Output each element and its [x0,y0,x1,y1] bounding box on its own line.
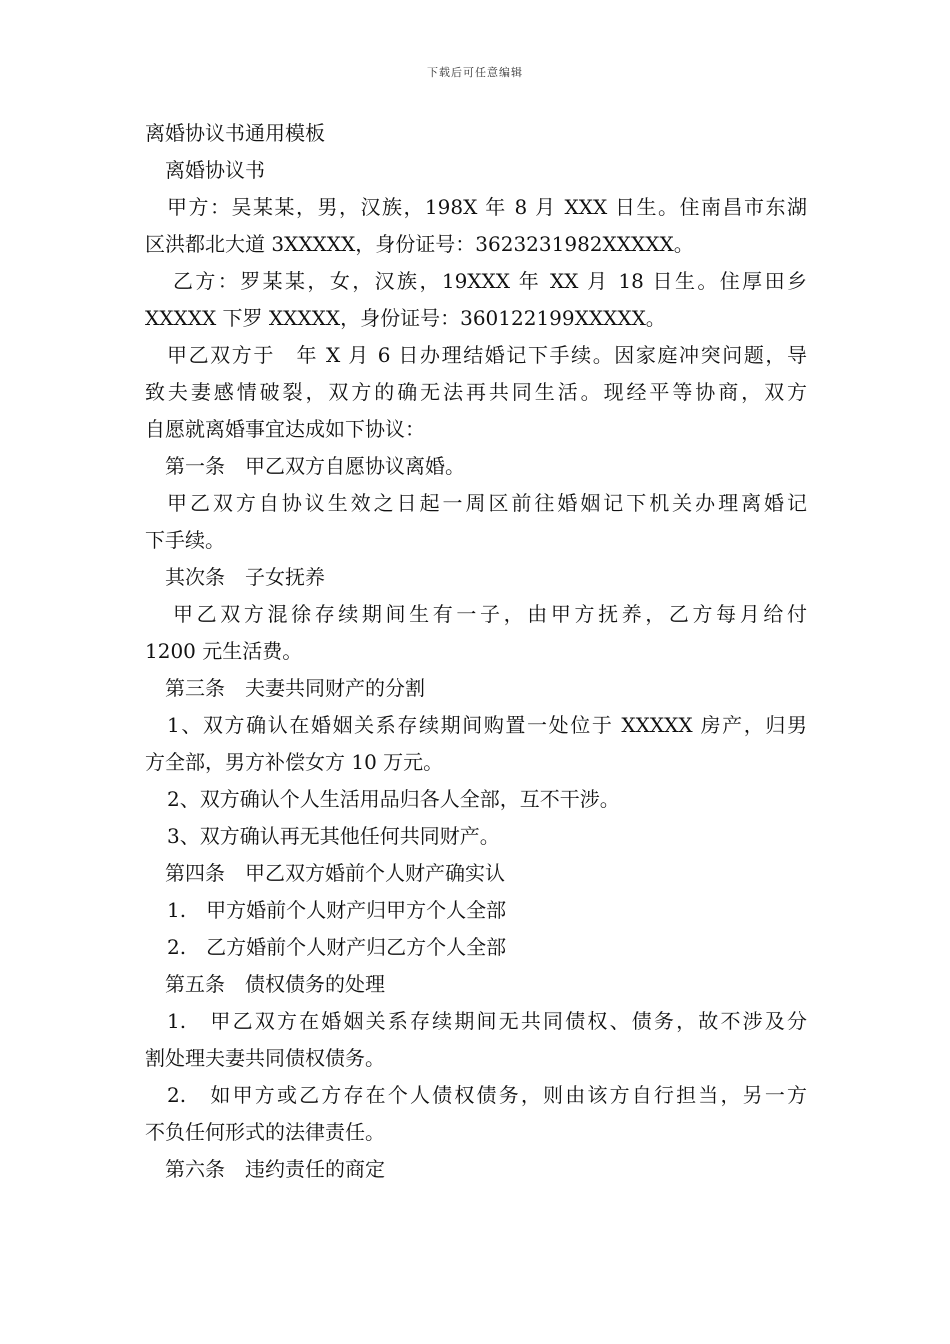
article-3-item-1-line-1: 1、双方确认在婚姻关系存续期间购置一处位于 XXXXX 房产，归男 [167,713,807,737]
article-1-text-2: 下手续。 [145,528,225,552]
preamble-line-1: 甲乙双方于 年 X 月 6 日办理结婚记下手续。因家庭冲突问题，导 [167,343,807,367]
article-2-text-2: 1200 元生活费。 [145,639,303,663]
article-4-item-2: 2. 乙方婚前个人财产归乙方个人全部 [167,935,507,959]
article-2-heading: 其次条 子女抚养 [165,565,325,589]
document-body [145,115,807,1188]
preamble-line-2: 致夫妻感情破裂，双方的确无法再共同生活。现经平等协商，双方 [145,380,807,404]
article-2-text-1: 甲乙双方混徐存续期间生有一子，由甲方抚养，乙方每月给付 [173,602,807,626]
article-3-heading: 第三条 夫妻共同财产的分割 [165,676,425,700]
party-a-line-1: 甲方：吴某某，男，汉族，198X 年 8 月 XXX 日生。住南昌市东湖 [167,195,807,219]
agreement-heading: 离婚协议书 [165,158,265,182]
party-a-line-2: 区洪都北大道 3XXXXX，身份证号：3623231982XXXXX。 [145,232,694,256]
article-3-item-3: 3、双方确认再无其他任何共同财产。 [167,824,500,848]
header-note: 下载后可任意编辑 [427,66,523,79]
article-1-heading: 第一条 甲乙双方自愿协议离婚。 [165,454,465,478]
article-5-heading: 第五条 债权债务的处理 [165,972,385,996]
preamble-line-3: 自愿就离婚事宜达成如下协议： [145,417,425,441]
article-5-item-1-line-1: 1. 甲乙双方在婚姻关系存续期间无共同债权、债务，故不涉及分 [167,1009,807,1033]
article-5-item-1-line-2: 割处理夫妻共同债权债务。 [145,1046,385,1070]
article-3-item-1-line-2: 方全部，男方补偿女方 10 万元。 [145,750,444,774]
article-6-heading: 第六条 违约责任的商定 [165,1157,385,1181]
party-b-line-2: XXXXX 下罗 XXXXX，身份证号：360122199XXXXX。 [145,306,666,330]
article-1-text-1: 甲乙双方自协议生效之日起一周区前往婚姻记下机关办理离婚记 [167,491,807,515]
article-5-item-2-line-1: 2. 如甲方或乙方存在个人债权债务，则由该方自行担当，另一方 [167,1083,807,1107]
document-title: 离婚协议书通用模板 [145,121,325,145]
article-5-item-2-line-2: 不负任何形式的法律责任。 [145,1120,385,1144]
article-3-item-2: 2、双方确认个人生活用品归各人全部，互不干涉。 [167,787,620,811]
article-4-item-1: 1. 甲方婚前个人财产归甲方个人全部 [167,898,507,922]
article-4-heading: 第四条 甲乙双方婚前个人财产确实认 [165,861,505,885]
party-b-line-1: 乙方：罗某某，女，汉族，19XXX 年 XX 月 18 日生。住厚田乡 [173,269,807,293]
